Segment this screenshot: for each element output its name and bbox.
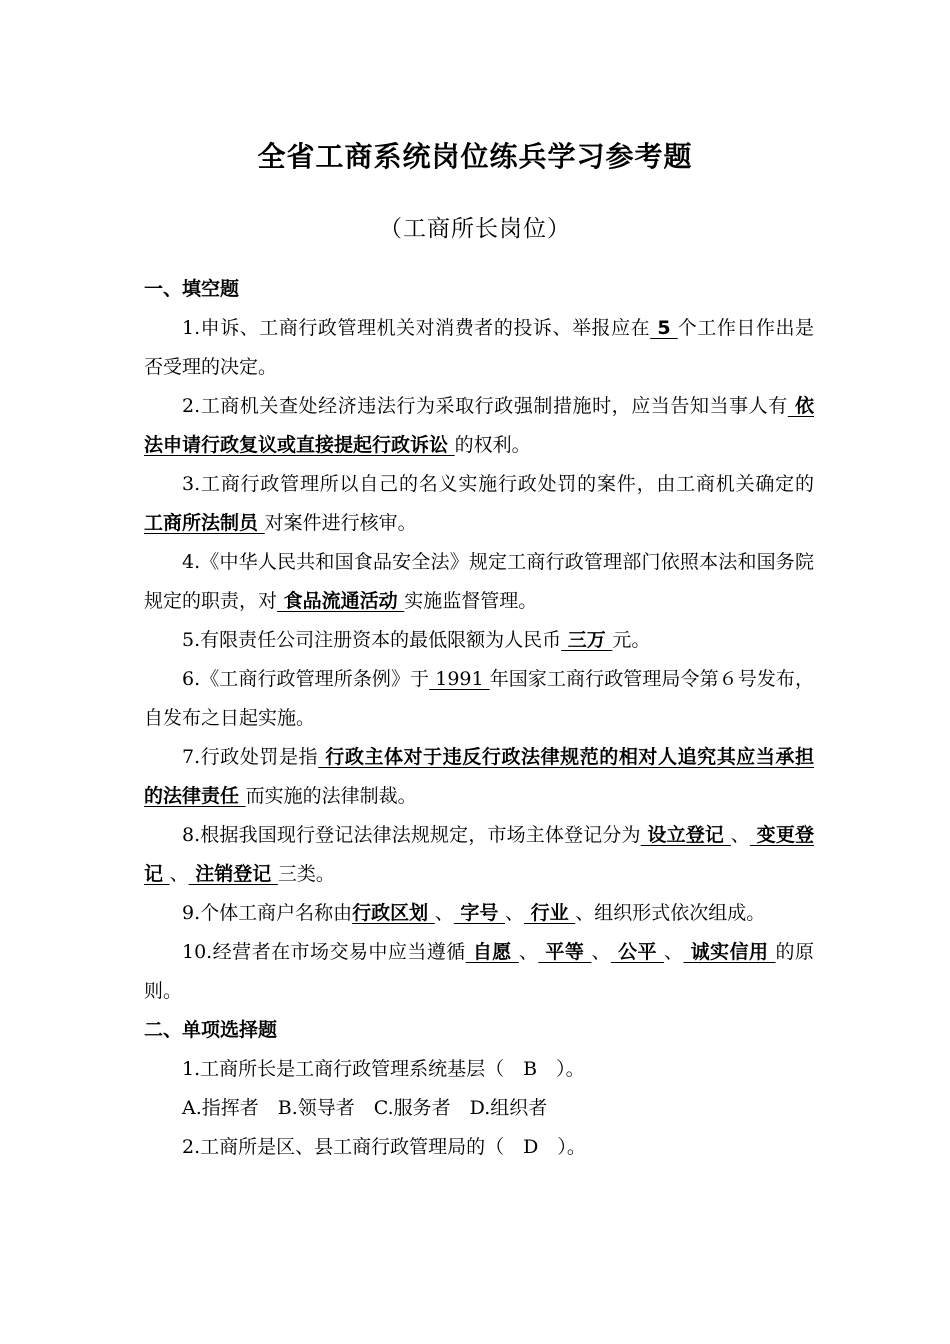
choice-question-1: 1.工商所长是工商行政管理系统基层（ B ）。	[182, 1058, 585, 1080]
separator: 、	[505, 902, 525, 924]
question-8	[144, 816, 814, 894]
answer-blank: 自愿	[465, 941, 519, 963]
section-heading-single-choice: 二、单项选择题	[144, 1019, 278, 1041]
question-text: 个工作日作出是否受理的决定。	[144, 317, 814, 378]
separator: 、	[591, 941, 611, 963]
question-text: 1.申诉、工商行政管理机关对消费者的投诉、举报应在	[182, 317, 651, 339]
question-10	[144, 933, 814, 1011]
answer-blank: 食品流通活动	[277, 590, 405, 612]
question-text: 8.根据我国现行登记法律法规规定，市场主体登记分为	[182, 824, 641, 846]
question-text: 3.工商行政管理所以自己的名义实施行政处罚的案件，由工商机关确定的	[182, 473, 814, 495]
question-4	[144, 543, 814, 621]
question-text: 三类。	[277, 863, 335, 885]
question-text: 、组织形式依次组成。	[575, 902, 766, 924]
answer-blank: 行政主体对于违反行政法律规范的相对人追究其应当承担的法律责任	[144, 746, 814, 807]
separator: 、	[434, 902, 454, 924]
question-text: 5.有限责任公司注册资本的最低限额为人民币	[182, 629, 562, 651]
question-text: 年国家工商行政管理局令第６号发布，自发布之日起实施。	[144, 668, 814, 729]
answer-blank: 依法申请行政复议或直接提起行政诉讼	[144, 395, 814, 456]
answer-blank: 诚实信用	[683, 941, 776, 963]
answer-blank: 1991	[429, 668, 490, 690]
separator: 、	[518, 941, 539, 963]
question-text: 元。	[612, 629, 651, 651]
choice-question-2: 2.工商所是区、县工商行政管理局的（ D ）。	[182, 1136, 586, 1158]
page-subtitle: （工商所长岗位）	[379, 216, 571, 242]
question-text: 4.《中华人民共和国食品安全法》规定工商行政管理部门依照本法和国务院规定的职责，对	[144, 551, 814, 612]
answer-blank: 5	[650, 317, 678, 339]
answer-blank: 公平	[610, 941, 665, 963]
question-2	[144, 387, 814, 465]
section-heading-fill-in: 一、填空题	[144, 278, 240, 300]
answer-blank: 字号	[453, 902, 506, 924]
question-text: 的权利。	[454, 434, 531, 456]
answer-blank: 设立登记	[640, 824, 731, 846]
question-text: 2.工商机关查处经济违法行为采取行政强制措施时，应当告知当事人有	[182, 395, 788, 417]
question-7	[144, 738, 814, 816]
question-1	[144, 309, 814, 387]
answer-blank: 平等	[538, 941, 592, 963]
question-text: 10.经营者在市场交易中应当遵循	[182, 941, 466, 963]
answer-blank: 工商所法制员	[144, 512, 265, 534]
question-5	[144, 621, 814, 660]
answer-blank: 变更登记	[144, 824, 814, 885]
question-6	[144, 660, 814, 738]
page-title: 全省工商系统岗位练兵学习参考题	[257, 140, 693, 173]
answer-blank: 注销登记	[188, 863, 278, 885]
separator: 、	[730, 824, 750, 846]
choice-options: A.指挥者 B.领导者 C.服务者 D.组织者	[182, 1097, 548, 1119]
answer-blank: 行业	[524, 902, 576, 924]
question-9	[144, 894, 814, 933]
question-text: 的原则。	[144, 941, 814, 1002]
answer-blank: 行政区划	[352, 902, 435, 924]
question-text: 实施监督管理。	[404, 590, 538, 612]
question-text: 对案件进行核审。	[264, 512, 417, 534]
separator: 、	[169, 863, 189, 885]
question-text: 6.《工商行政管理所条例》于	[182, 668, 430, 690]
question-3	[144, 465, 814, 543]
question-text: 而实施的法律制裁。	[245, 785, 417, 807]
document-body	[144, 270, 814, 1167]
question-text: 9.个体工商户名称由	[182, 902, 353, 924]
separator: 、	[664, 941, 684, 963]
answer-blank: 三万	[561, 629, 613, 651]
question-text: 7.行政处罚是指	[182, 746, 319, 768]
